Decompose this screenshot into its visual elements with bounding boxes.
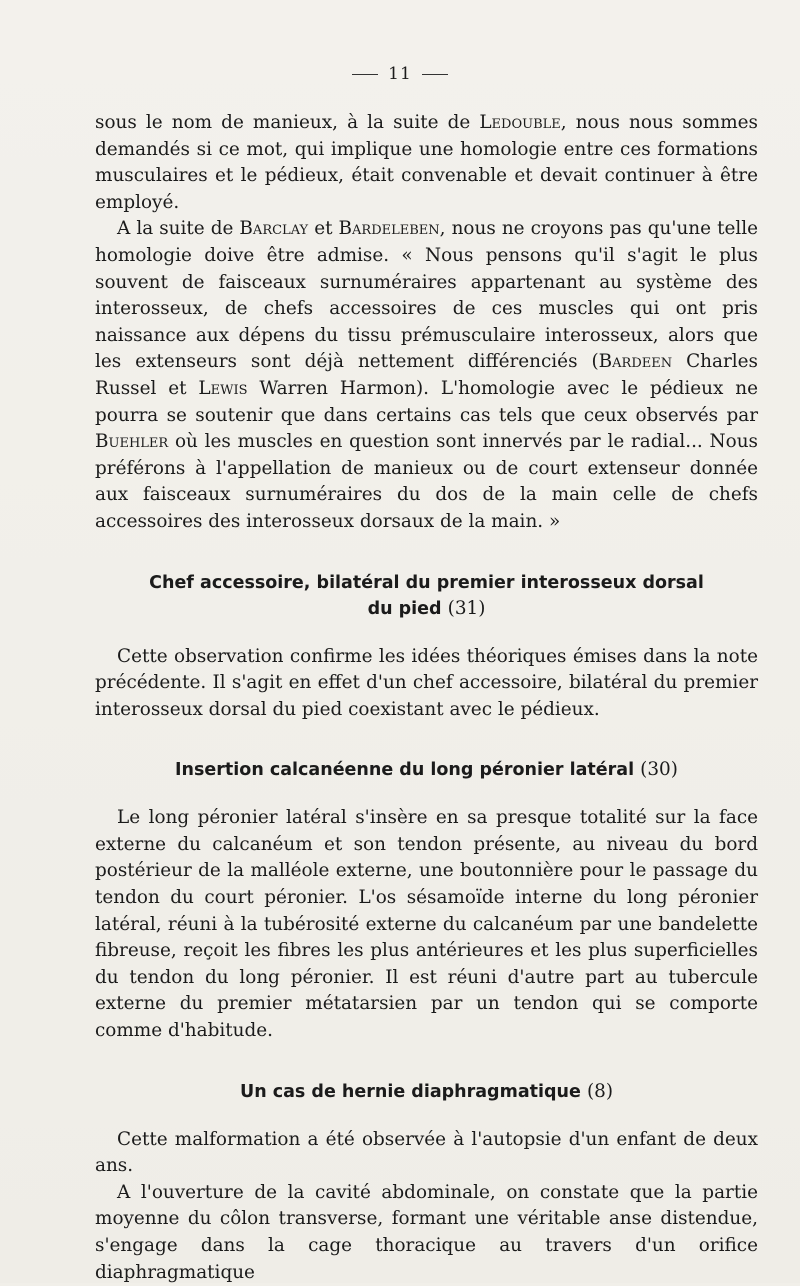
folio-dash-right — [422, 74, 448, 75]
text-run: Warren Harmon). L'homologie avec le pédieux ne pourra se soutenir que dans certains cas tels que ceux observés par — [95, 377, 758, 426]
text-run: Charles Russel et — [95, 351, 758, 399]
folio-dash-left — [352, 74, 378, 75]
spacer — [95, 536, 758, 570]
spacer — [95, 1045, 758, 1079]
author-name: Barclay — [239, 218, 309, 240]
paragraph-5: Cette malformation a été observée à l'autopsie d'un enfant de deux ans. — [95, 1128, 758, 1177]
author-name: Lewis — [198, 377, 248, 399]
spacer — [95, 622, 758, 644]
folio-text: 11 — [388, 64, 412, 84]
author-name: Bardeleben — [338, 218, 440, 240]
author-name: Bardeen — [598, 351, 673, 373]
paragraph-6: A l'ouverture de la cavité abdominale, on constate que la partie moyenne du côlon transverse, formant une véritable anse distendue, s'engage dans la cage thoracique au travers d'un orifice diaphragmatique — [95, 1181, 758, 1283]
heading-text: Insertion calcanéenne du long péronier latéral — [175, 760, 635, 781]
text-run: et — [308, 218, 339, 240]
text-run: , nous nous sommes demandés si ce mot, qui implique une homologie entre ces formations musculaires et le pédieux, était convenable et devait continuer à être employé. — [95, 112, 758, 213]
spacer — [95, 783, 758, 805]
heading-text: du pied — [367, 598, 442, 619]
paragraph-3: Cette observation confirme les idées théoriques émises dans la note précédente. Il s'agit en effet d'un chef accessoire, bilatéral du premier interosseux dorsal du pied coexistant avec le pédieux. — [95, 645, 758, 720]
reference-number: (8) — [586, 1080, 614, 1102]
heading-line: Chef accessoire, bilatéral du premier interosseux dorsal — [149, 572, 704, 593]
section-heading-2 — [95, 757, 758, 783]
section-heading-1 — [95, 570, 758, 622]
section-heading-3 — [95, 1079, 758, 1105]
page-body — [95, 110, 758, 1286]
text-run: , nous ne croyons pas qu'une telle homologie doive être admise. « Nous pensons qu'il s'agit le plus souvent de faisceaux surnuméraires appartenant au système des interosseux, de chefs accessoires de ces muscles qui ont pris naissance aux dépens du tissu prémusculaire interosseux, alors que les extenseurs sont déjà nettement différenciés ( — [95, 218, 758, 373]
heading-text: Un cas de hernie diaphragmatique — [239, 1081, 581, 1102]
paragraph-4: Le long péronier latéral s'insère en sa presque totalité sur la face externe du calcanéum et son tendon présente, au niveau du bord postérieur de la malléole externe, une boutonnière pour le passage du tendon du court péronier. L'os sésamoïde interne du long péronier latéral, réuni à la tubérosité externe du calcanéum par une bandelette fibreuse, reçoit les fibres les plus antérieures et les plus superficielles du tendon du long péronier. Il est réuni d'autre part au tubercule externe du premier métatarsien par un tendon qui se comporte comme d'habitude. — [95, 807, 758, 1042]
text-run: où les muscles en question sont innervés par le radial... Nous préférons à l'appellation de manieux ou de court extenseur donnée aux faisceaux surnuméraires du dos de la main celle de chefs accessoires des interosseux dorsaux de la main. » — [95, 431, 758, 532]
text-run: sous le nom de manieux, à la suite de — [95, 112, 480, 133]
spacer — [95, 723, 758, 757]
author-name: Ledouble — [479, 112, 561, 133]
author-name: Buehler — [95, 431, 169, 453]
heading-line — [95, 596, 758, 622]
spacer — [95, 1105, 758, 1127]
paragraph-1 — [95, 110, 758, 216]
paragraph-2 — [95, 216, 758, 535]
reference-number: (30) — [640, 759, 678, 781]
text-run: A la suite de — [117, 218, 240, 240]
reference-number: (31) — [447, 597, 486, 619]
page-number — [0, 64, 800, 84]
